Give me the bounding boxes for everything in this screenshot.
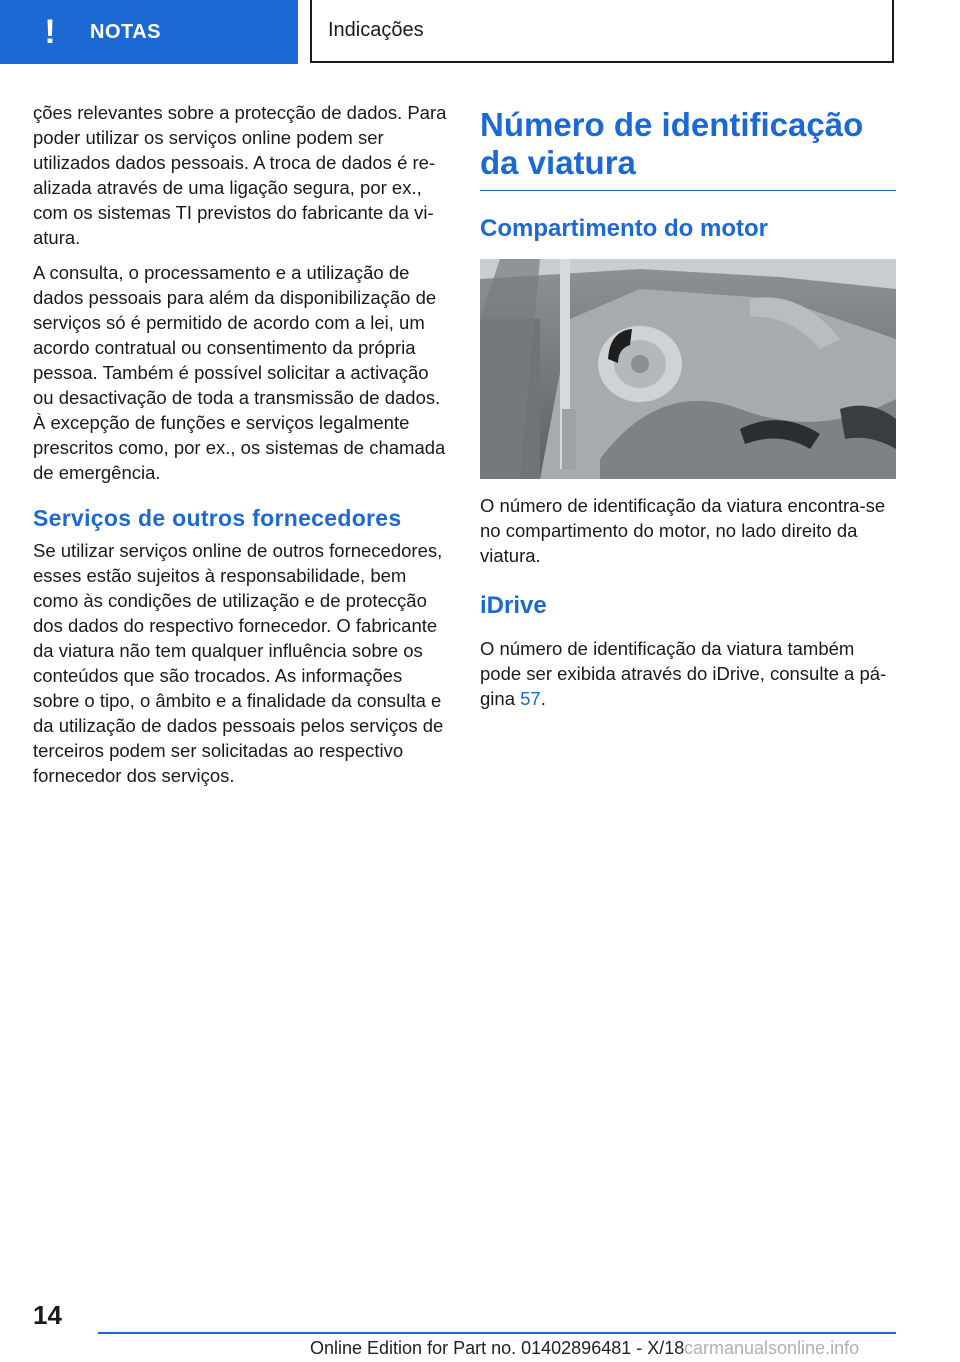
page-number: 14 [33,1300,62,1330]
engine-compartment-image [480,259,896,479]
paragraph-data-protection: ções relevantes sobre a protecção de dados. Para poder utilizar os serviços online podem ser utilizados dados pessoais. A troca de dados é realizada através de uma ligação segura, por ex., com os sistemas TI previstos do fabricante da viatura. [33,102,447,248]
paragraph-data-processing: A consulta, o processamento e a utilização de dados pessoais para além da disponibilização de serviços só é permitido de acordo com a lei, um acordo contratual ou consentimento da própria pessoa. Também é possível solicitar a activação ou desactivação de toda a transmissão de dados. À excepção de funções e serviços legalmente prescritos como, por ex., os sistemas de chamada de emergência. [33,262,446,483]
notas-tab [0,0,298,64]
paragraph-engine-compartment: O número de identificação da viatura encontra-se no compartimento do motor, no lado direito da viatura. [480,495,886,566]
section-title: Número de identificação da viatura [480,106,896,191]
paragraph-third-party-services: Se utilizar serviços online de outros fornecedores, esses estão sujeitos à responsabilidade, bem como às condições de utilização e de protecção dos dados do respectivo fornecedor. O fabricante da viatura não tem qualquer influência sobre os conteúdos que são trocados. As informações sobre o tipo, o âmbito e a finalidade da consulta e da utilização de dados pessoais pelos serviços de terceiros podem ser solicitadas ao respectivo fornecedor dos serviços. [33,540,444,786]
idrive-text: O número de identificação da viatura também pode ser exibida através do iDrive, consulte a página [480,638,887,709]
chapter-tab [310,0,894,63]
footer-edition: Online Edition for Part no. 01402896481 - X/18 [310,1338,685,1358]
paragraph-idrive [480,636,896,711]
heading-idrive: iDrive [480,592,547,619]
left-column [33,100,451,798]
page-reference-link[interactable]: 57 [520,688,541,709]
heading-engine-compartment: Compartimento do motor [480,215,768,242]
notas-label: NOTAS [90,20,162,43]
heading-third-party-services: Serviços de outros fornecedores [33,505,402,531]
right-column [480,100,896,721]
chapter-label: Indicações [328,19,424,41]
idrive-text-end: . [540,688,546,709]
footer-divider [98,1332,896,1334]
watermark: carmanualsonline.info [684,1338,860,1358]
exclamation-icon: ! [44,12,56,51]
